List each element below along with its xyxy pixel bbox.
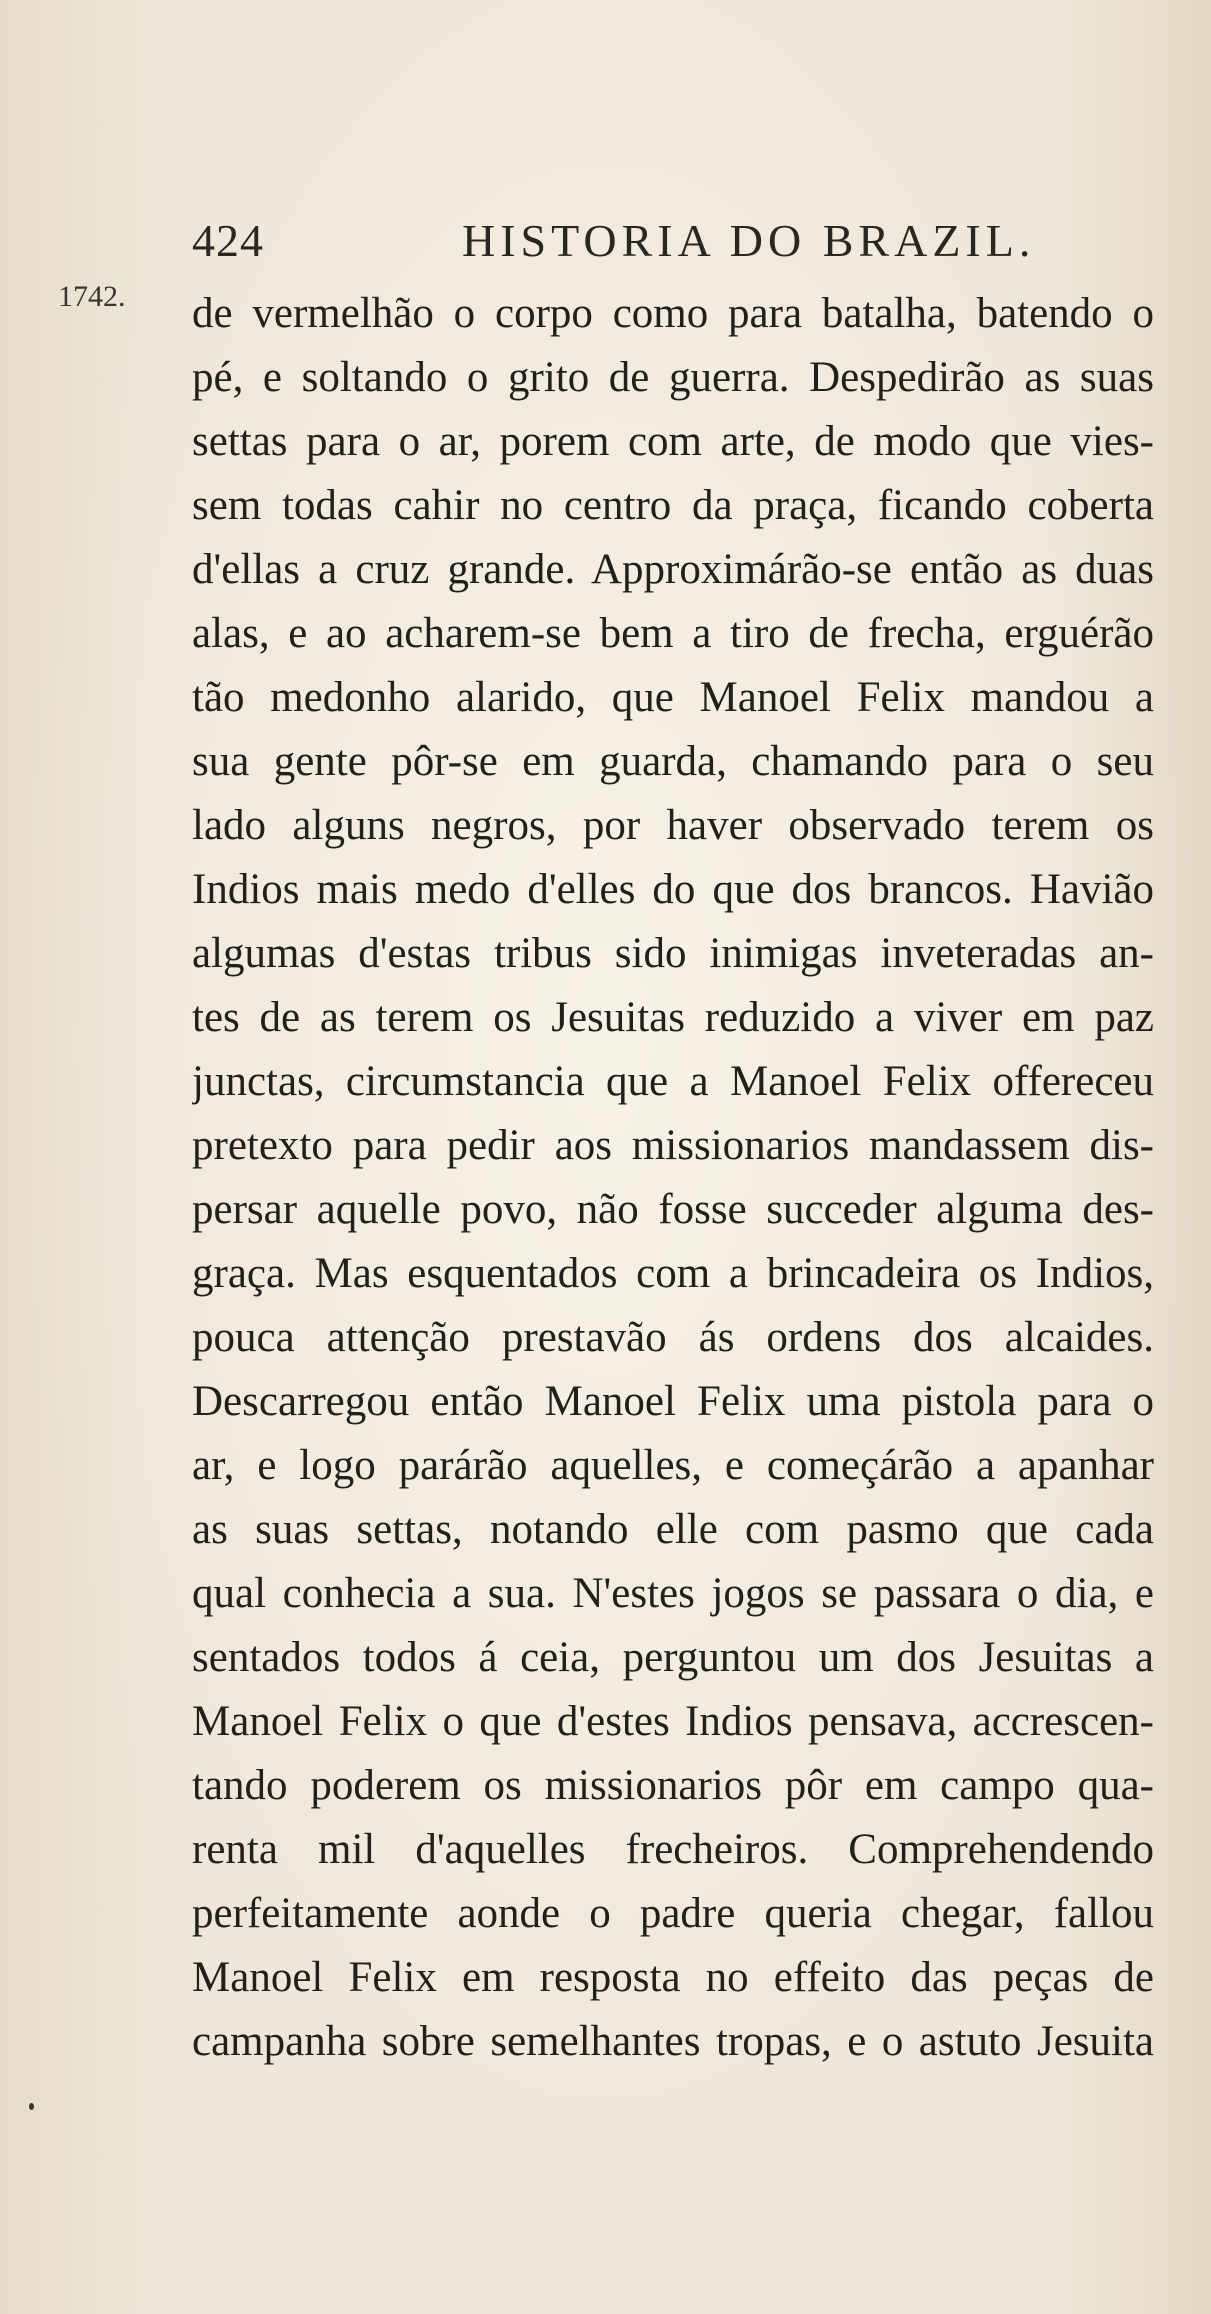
- text-line: algumas d'estas tribus sido inimigas inveteradas an-: [192, 930, 1154, 977]
- text-line: pé, e soltando o grito de guerra. Despedirão as suas: [192, 354, 1154, 401]
- text-line: Descarregou então Manoel Felix uma pistola para o: [192, 1378, 1154, 1425]
- text-line: campanha sobre semelhantes tropas, e o astuto Jesuita: [192, 2018, 1154, 2065]
- text-line: Manoel Felix o que d'estes Indios pensava, accrescen-: [192, 1698, 1154, 1745]
- text-line: perfeitamente aonde o padre queria chegar, fallou: [192, 1890, 1154, 1937]
- text-line: pretexto para pedir aos missionarios mandassem dis-: [192, 1122, 1154, 1169]
- text-line: ar, e logo parárão aquelles, e começárão a apanhar: [192, 1442, 1154, 1489]
- body-text: [192, 282, 1154, 2074]
- running-head: HISTORIA DO BRAZIL.: [462, 215, 1036, 266]
- text-line: sem todas cahir no centro da praça, ficando coberta: [192, 482, 1154, 529]
- text-line: alas, e ao acharem-se bem a tiro de frecha, erguérão: [192, 610, 1154, 657]
- text-line: tando poderem os missionarios pôr em campo qua-: [192, 1762, 1154, 1809]
- text-line: Manoel Felix em resposta no effeito das peças de: [192, 1954, 1154, 2001]
- text-line: tes de as terem os Jesuitas reduzido a viver em paz: [192, 994, 1154, 1041]
- text-line: de vermelhão o corpo como para batalha, batendo o: [192, 290, 1154, 337]
- page-number: 424: [192, 215, 264, 266]
- text-line: graça. Mas esquentados com a brincadeira os Indios,: [192, 1250, 1154, 1297]
- text-line: tão medonho alarido, que Manoel Felix mandou a: [192, 674, 1154, 721]
- text-line: settas para o ar, porem com arte, de modo que vies-: [192, 418, 1154, 465]
- text-line: sentados todos á ceia, perguntou um dos Jesuitas a: [192, 1634, 1154, 1681]
- text-line: qual conhecia a sua. N'estes jogos se passara o dia, e: [192, 1570, 1154, 1617]
- text-line: persar aquelle povo, não fosse succeder alguma des-: [192, 1186, 1154, 1233]
- ink-speck: [29, 2103, 34, 2110]
- text-line: as suas settas, notando elle com pasmo que cada: [192, 1506, 1154, 1553]
- text-line: Indios mais medo d'elles do que dos brancos. Havião: [192, 866, 1154, 913]
- text-line: pouca attenção prestavão ás ordens dos alcaides.: [192, 1314, 1154, 1361]
- margin-year-note: 1742.: [58, 280, 126, 313]
- text-line: renta mil d'aquelles frecheiros. Comprehendendo: [192, 1826, 1154, 1873]
- text-line: sua gente pôr-se em guarda, chamando para o seu: [192, 738, 1154, 785]
- text-line: d'ellas a cruz grande. Approximárão-se então as duas: [192, 546, 1154, 593]
- text-line: junctas, circumstancia que a Manoel Felix offereceu: [192, 1058, 1154, 1105]
- text-line: lado alguns negros, por haver observado terem os: [192, 802, 1154, 849]
